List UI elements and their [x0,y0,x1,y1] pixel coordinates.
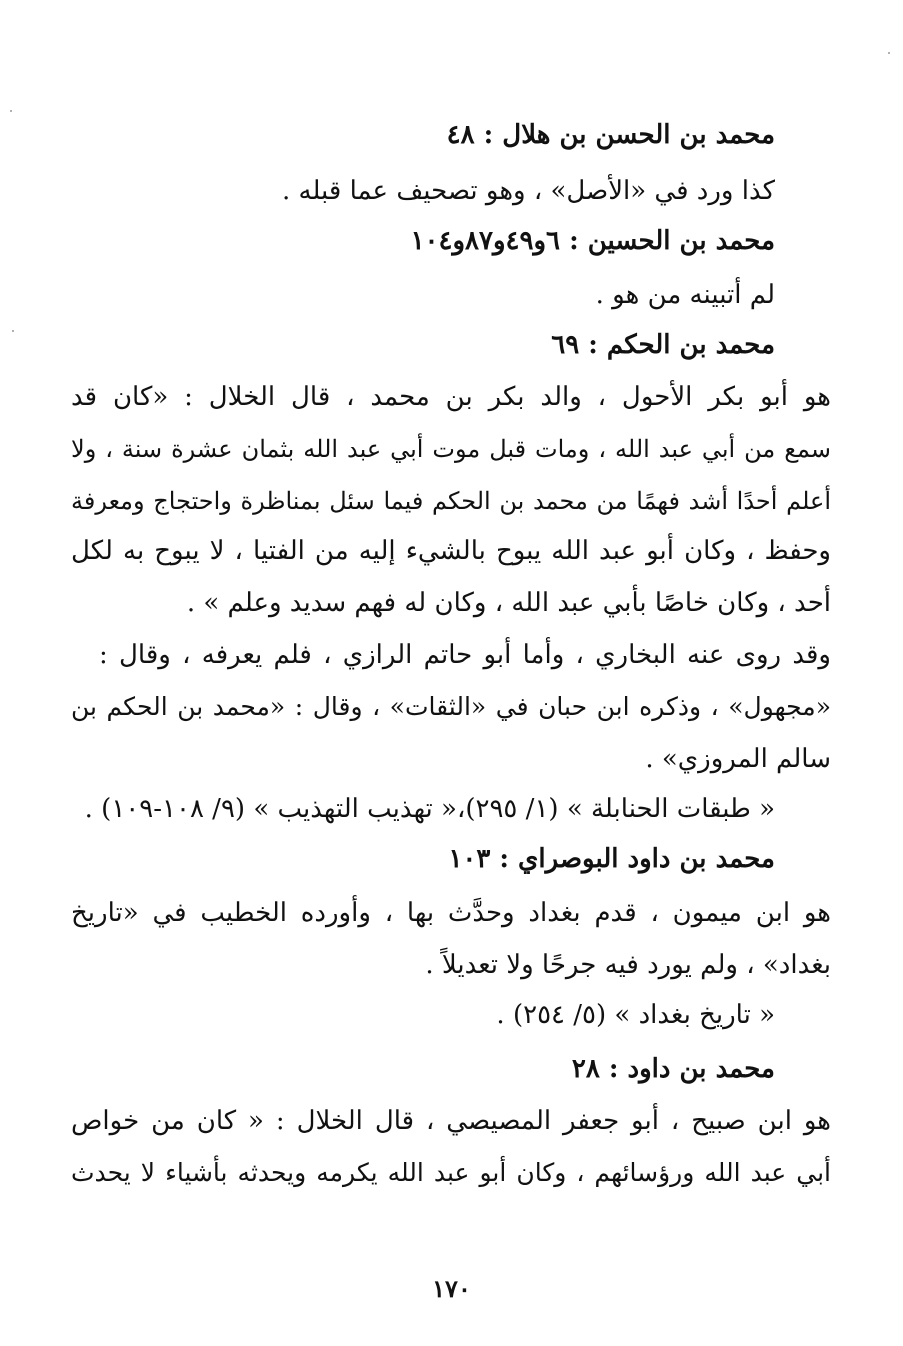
scan-speck [12,330,14,332]
entry-reference-line: « طبقات الحنابلة » (١/ ٢٩٥)،« تهذيب التهذيب » (٩/ ١٠٨-١٠٩) . [84,794,775,824]
scan-speck [888,52,890,54]
entry-text-line: كذا ورد في «الأصل» ، وهو تصحيف عما قبله . [281,176,775,206]
entry-text-line: هو أبو بكر الأحول ، والد بكر بن محمد ، قال الخلال : «كان قد [71,382,831,412]
entry-text-line: سمع من أبي عبد الله ، ومات قبل موت أبي عبد الله بثمان عشرة سنة ، ولا [71,435,831,463]
entry-text-line: لم أتبينه من هو . [595,280,775,310]
entry-text-line: أحد ، وكان خاصًا بأبي عبد الله ، وكان له فهم سديد وعلم » . [186,588,831,618]
entry-text-line: وحفظ ، وكان أبو عبد الله يبوح بالشيء إليه من الفتيا ، لا يبوح به لكل [71,536,831,566]
entry-reference-line: « تاريخ بغداد » (٥/ ٢٥٤) . [496,1000,775,1030]
entry-heading-muhammad-ibn-al-hakam: محمد بن الحكم : ٦٩ [551,330,775,360]
entry-heading-muhammad-ibn-al-hasan-ibn-hilal: محمد بن الحسن بن هلال : ٤٨ [446,120,775,150]
entry-text-line: «مجهول» ، وذكره ابن حبان في «الثقات» ، وقال : «محمد بن الحكم بن [71,692,831,721]
entry-text-line: هو ابن ميمون ، قدم بغداد وحدَّث بها ، وأورده الخطيب في «تاريخ [71,898,831,928]
entry-text-line: هو ابن صبيح ، أبو جعفر المصيصي ، قال الخلال : « كان من خواص [71,1106,831,1136]
entry-heading-muhammad-ibn-dawud-al-busarai: محمد بن داود البوصراي : ١٠٣ [448,844,775,874]
scan-speck [10,110,12,112]
entry-text-line: وقد روى عنه البخاري ، وأما أبو حاتم الرازي ، فلم يعرفه ، وقال : [99,640,831,670]
entry-text-line: أبي عبد الله ورؤسائهم ، وكان أبو عبد الله يكرمه ويحدثه بأشياء لا يحدث [71,1158,831,1187]
entry-text-line: أعلم أحدًا أشد فهمًا من محمد بن الحكم فيما سئل بمناظرة واحتجاج ومعرفة [71,487,831,515]
page-number: ١٧٠ [432,1274,471,1303]
entry-heading-muhammad-ibn-dawud: محمد بن داود : ٢٨ [571,1054,775,1084]
entry-heading-muhammad-ibn-al-husayn: محمد بن الحسين : ٦و٤٩و٨٧و١٠٤ [410,226,775,256]
entry-text-line: بغداد» ، ولم يورد فيه جرحًا ولا تعديلاً . [425,950,831,980]
entry-text-line: سالم المروزي» . [645,744,831,774]
